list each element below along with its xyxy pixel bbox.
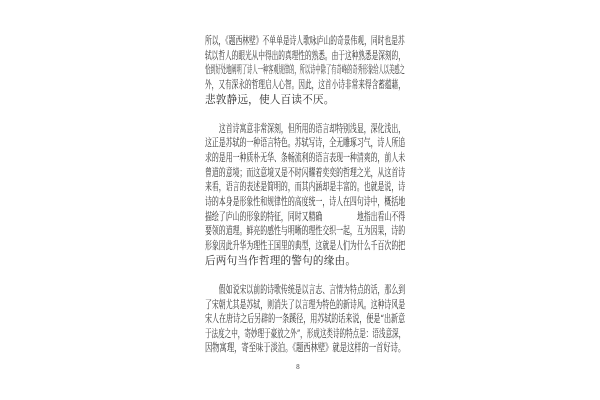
text-line: 宋人在唐诗之后另辟的一条蹊径，用苏轼的话来说，便是“出新意: [205, 313, 406, 326]
text-line: 悲敦静远，使人百读不厌。: [205, 93, 335, 106]
text-line: 了宋朝尤其是苏轼，则消失了以言理为特色的新诗风。这种诗风是: [205, 298, 406, 311]
text-line: 所以，《题西林壁》不单单是诗人歌咏庐山的奇景伟观，同时也是苏: [205, 35, 405, 47]
text-line: 于法度之中，寄妙理于豪放之外”，形成这类诗的特点是：语浅意深，: [205, 327, 406, 340]
text-line: 形象因此升华为理性王国里的典型，这就是人们为什么千百次的把: [205, 239, 406, 252]
text-line: 来看，语言的表述是简明的，而其内涵却是丰富的。也就是说，诗: [205, 181, 406, 194]
text-line: 这正是苏轼的一种语言特色。苏轼写诗，全无雕琢习气，诗人所追: [205, 137, 406, 150]
text-line: 求的是用一种质朴无华、条畅流利的语言表现一种清爽的，前人未: [205, 152, 406, 165]
text-line: 恰到好处地阐明了诗人一种客观规律的，所以诗中除了有奇峰的奇秀形象给人以美感之: [205, 64, 405, 77]
text-line: 描绘了庐山的形象的特征，同时又精确 地指出看山不得: [205, 210, 406, 223]
body-text: [205, 34, 405, 356]
page-number: 8: [296, 364, 300, 371]
text-line: 曾道的意境；而这意境又是不时闪耀着奕奕的哲理之光，从这首诗: [205, 166, 406, 179]
paragraph-gap: [205, 107, 405, 122]
text-line: 轼以哲人的眼光从中得出的真理性的熟悉。由于这种熟悉是深刻的，: [205, 49, 405, 62]
text-line: 外，又有深永的哲理启人心智。因此，这首小诗非常来得含蓄蕴藉，: [205, 78, 405, 91]
text-line: 假如说宋以前的诗歌传统是以言志、言情为特点的话，那么到: [205, 283, 406, 296]
text-line: 诗的本身是形象性和规律性的高度统一，诗人在四句诗中，概括地: [205, 196, 406, 209]
text-line: 这首诗寓意非常深刻，但所用的语言却特别浅显，深化浅出，: [205, 122, 406, 135]
text-line: 因物寓理，寄至味于淡泊。《题西林壁》就是这样的一首好诗。: [205, 342, 406, 355]
paragraph-gap: [205, 268, 405, 283]
text-line: 后两句当作哲理的警句的缘由。: [205, 254, 357, 267]
text-line: 要领的道理。鲜亮的感性与明晰的理性交织一起，互为因果，诗的: [205, 225, 406, 238]
